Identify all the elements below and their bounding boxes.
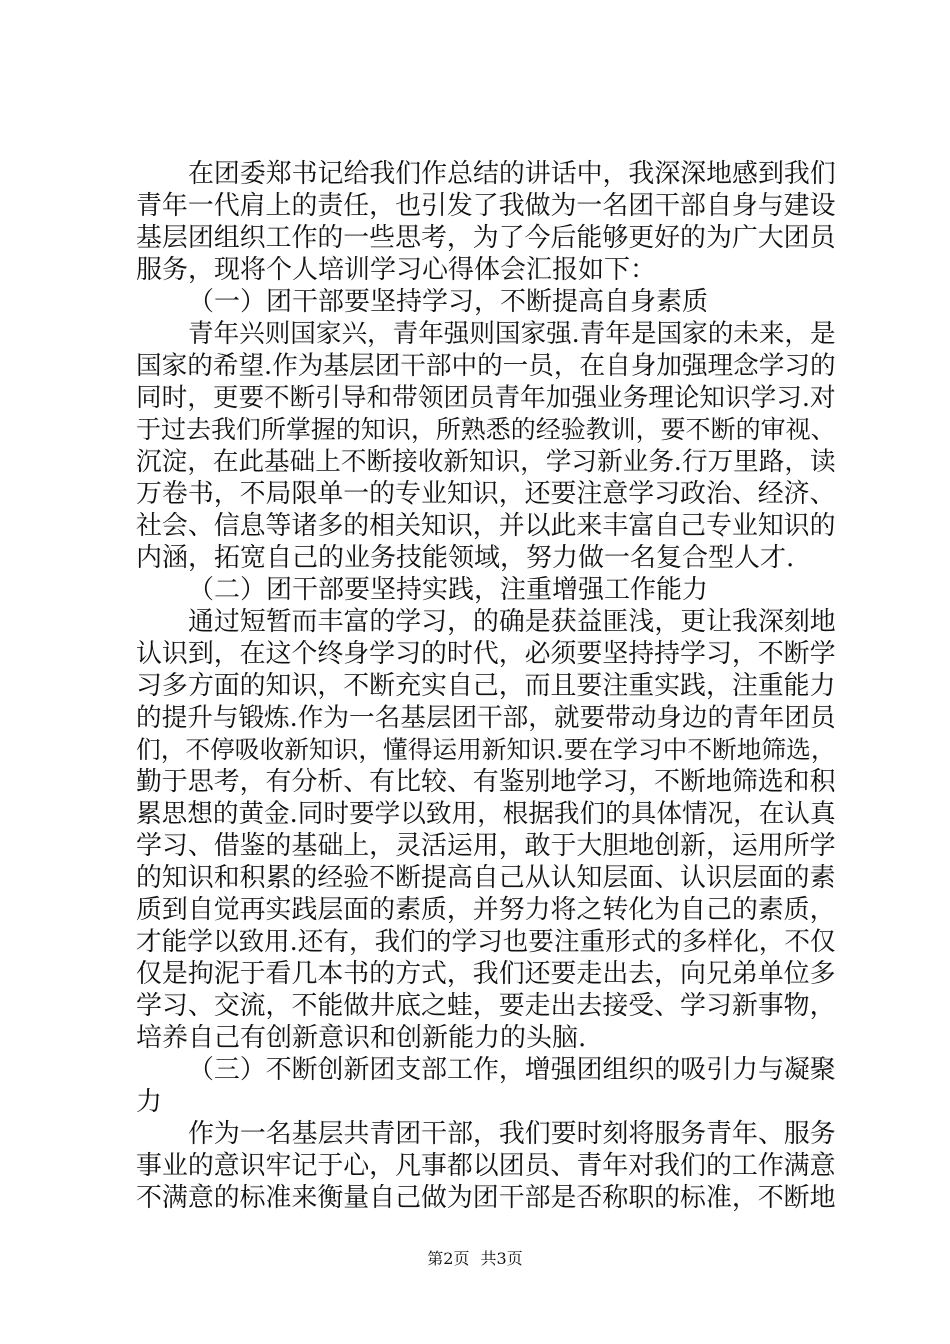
text-line: 培养自己有创新意识和创新能力的头脑. (136, 1023, 587, 1053)
text-line: 学习、交流，不能做井底之蛙，要走出去接受、学习新事物， (136, 991, 836, 1021)
text-line: 仅是拘泥于看几本书的方式，我们还要走出去，向兄弟单位多 (136, 959, 836, 989)
text-line: 国家的希望.作为基层团干部中的一员，在自身加强理念学习的 (136, 351, 836, 381)
text-line: 基层团组织工作的一些思考，为了今后能够更好的为广大团员 (136, 223, 836, 253)
text-line: 沉淀，在此基础上不断接收新知识，学习新业务.行万里路，读 (136, 447, 836, 477)
text-line: 青年兴则国家兴，青年强则国家强.青年是国家的未来，是 (188, 319, 836, 349)
text-line: 们，不停吸收新知识，懂得运用新知识.要在学习中不断地筛选， (136, 735, 836, 764)
text-line: 才能学以致用.还有，我们的学习也要注重形式的多样化，不仅 (136, 927, 836, 957)
text-line: 累思想的黄金.同时要学以致用，根据我们的具体情况，在认真 (136, 799, 836, 829)
text-line: 学习、借鉴的基础上，灵活运用，敢于大胆地创新，运用所学 (136, 831, 836, 861)
text-line: 社会、信息等诸多的相关知识，并以此来丰富自己专业知识的 (136, 511, 836, 541)
section-heading-line: （二）团干部要坚持实践，注重增强工作能力 (188, 575, 709, 605)
document-body (136, 158, 836, 1214)
text-line: 作为一名基层共青团干部，我们要时刻将服务青年、服务 (188, 1119, 836, 1149)
page-footer (0, 1249, 950, 1269)
text-line: 同时，更要不断引导和带领团员青年加强业务理论知识学习.对 (136, 383, 836, 413)
text-line: 内涵，拓宽自己的业务技能领域，努力做一名复合型人才. (136, 543, 795, 573)
section-heading-line: （三）不断创新团支部工作，增强团组织的吸引力与凝聚 (188, 1055, 836, 1085)
text-line: 习多方面的知识，不断充实自己，而且要注重实践，注重能力 (136, 671, 836, 701)
text-line: 于过去我们所掌握的知识，所熟悉的经验教训，要不断的审视、 (136, 415, 836, 444)
text-line: 的知识和积累的经验不断提高自己从认知层面、认识层面的素 (136, 863, 836, 893)
text-line: 通过短暂而丰富的学习，的确是获益匪浅，更让我深刻地 (188, 607, 836, 637)
page-number-total: 共3页 (480, 1249, 523, 1268)
text-line: 不满意的标准来衡量自己做为团干部是否称职的标准，不断地 (136, 1183, 836, 1213)
text-line: 服务，现将个人培训学习心得体会汇报如下： (136, 255, 657, 285)
text-line: 质到自觉再实践层面的素质，并努力将之转化为自己的素质， (136, 895, 836, 925)
page-number-current: 第2页 (427, 1249, 470, 1268)
text-line: 在团委郑书记给我们作总结的讲话中，我深深地感到我们 (188, 159, 836, 189)
text-line: 青年一代肩上的责任，也引发了我做为一名团干部自身与建设 (136, 191, 836, 221)
text-line: 事业的意识牢记于心，凡事都以团员、青年对我们的工作满意 (136, 1151, 836, 1181)
text-line: 认识到，在这个终身学习的时代，必须要坚持持学习，不断学 (136, 639, 836, 669)
section-heading-line: （一）团干部要坚持学习，不断提高自身素质 (188, 287, 709, 317)
text-line: 勤于思考，有分析、有比较、有鉴别地学习，不断地筛选和积 (136, 767, 836, 797)
text-line: 万卷书，不局限单一的专业知识，还要注意学习政治、经济、 (136, 479, 836, 509)
text-line: 力 (136, 1087, 163, 1117)
text-line: 的提升与锻炼.作为一名基层团干部，就要带动身边的青年团员 (136, 703, 836, 733)
